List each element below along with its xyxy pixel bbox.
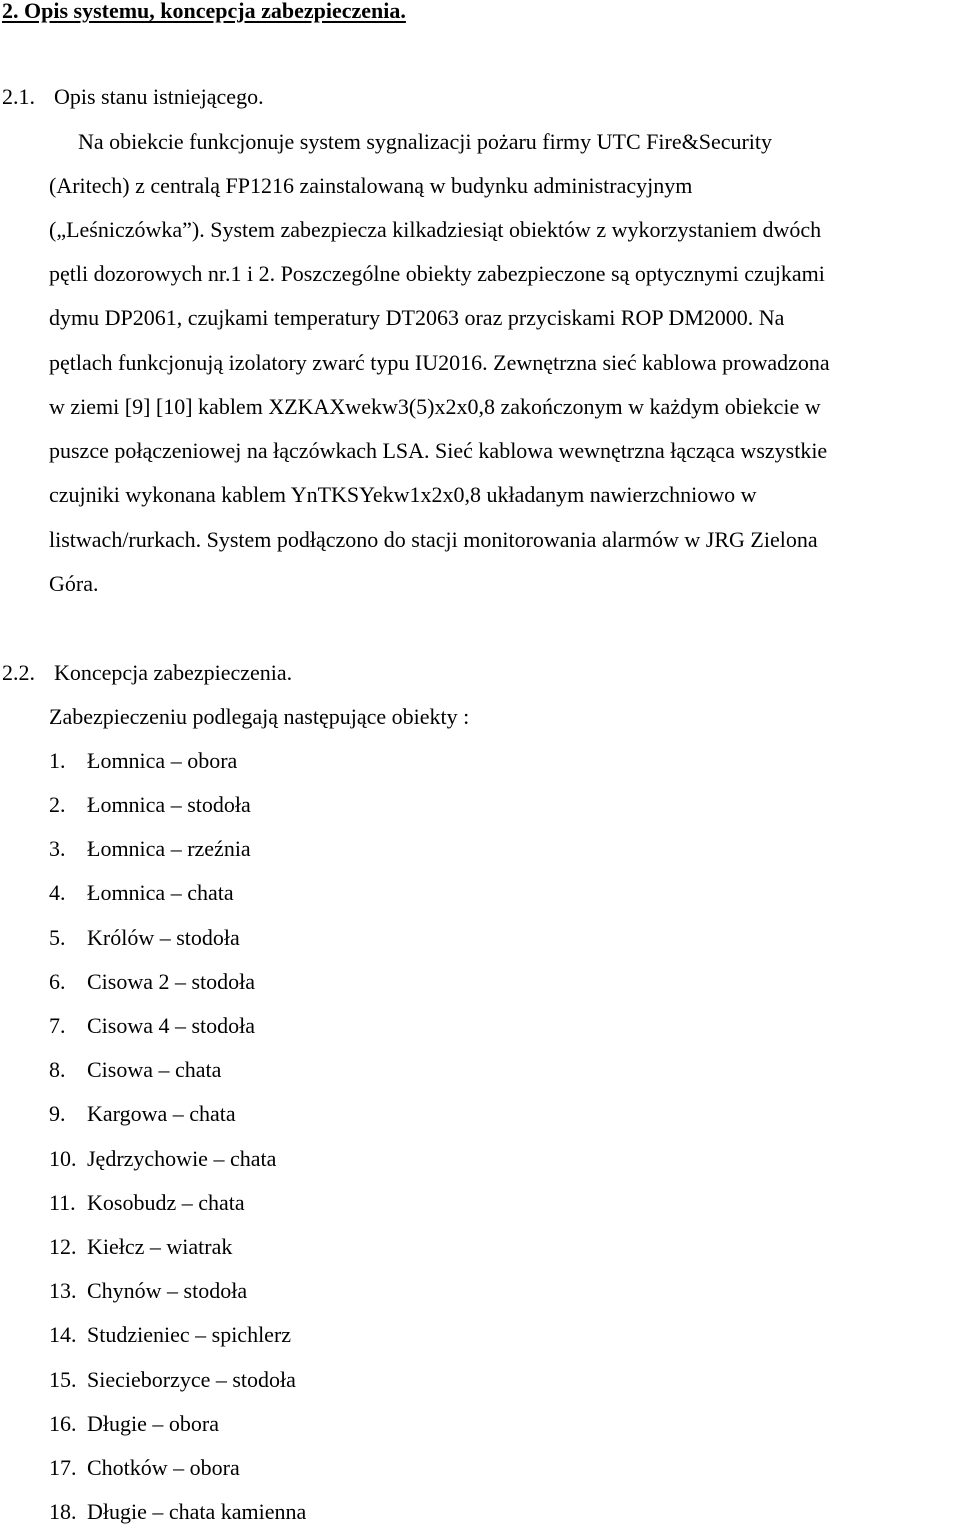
list-item-text: Łomnica – stodoła [87, 792, 251, 817]
list-item-text: Studzieniec – spichlerz [87, 1322, 292, 1347]
list-item-text: Długie – chata kamienna [87, 1499, 307, 1524]
section-number: 2.2. [2, 660, 35, 685]
list-item-number: 16. [49, 1411, 77, 1436]
list-item-number: 15. [49, 1367, 77, 1392]
section-title: Koncepcja zabezpieczenia. [54, 660, 293, 685]
list-item-text: Chynów – stodoła [87, 1278, 248, 1303]
list-item [49, 1055, 221, 1085]
list-item [49, 878, 234, 908]
main-heading: 2. Opis systemu, koncepcja zabezpieczenia. [2, 0, 406, 23]
paragraph-line: listwach/rurkach. System podłączono do stacji monitorowania alarmów w JRG Zielona [49, 527, 818, 552]
list-item [49, 1320, 291, 1350]
list-item-number: 1. [49, 748, 66, 773]
list-item-number: 4. [49, 880, 66, 905]
section-title: Opis stanu istniejącego. [54, 84, 264, 109]
list-item-text: Jędrzychowie – chata [87, 1146, 277, 1171]
list-item-text: Kiełcz – wiatrak [87, 1234, 233, 1259]
list-item [49, 1232, 232, 1262]
list-item-number: 11. [49, 1190, 76, 1215]
list-item-text: Łomnica – chata [87, 880, 234, 905]
list-intro: Zabezpieczeniu podlegają następujące obiekty : [49, 704, 470, 729]
list-item-number: 2. [49, 792, 66, 817]
list-item [49, 967, 255, 997]
list-item-number: 9. [49, 1101, 66, 1126]
list-item-number: 8. [49, 1057, 66, 1082]
paragraph-line: Na obiekcie funkcjonuje system sygnalizacji pożaru firmy UTC Fire&Security [78, 129, 773, 154]
list-item-text: Łomnica – rzeźnia [87, 836, 251, 861]
list-item [49, 790, 251, 820]
list-item-number: 18. [49, 1499, 77, 1524]
list-item [49, 1409, 219, 1439]
list-item-number: 14. [49, 1322, 77, 1347]
section-heading-2-2 [2, 658, 292, 688]
list-item [49, 1276, 247, 1306]
list-item-text: Długie – obora [87, 1411, 219, 1436]
paragraph-line: dymu DP2061, czujkami temperatury DT2063 oraz przyciskami ROP DM2000. Na [49, 305, 785, 330]
list-item [49, 1365, 296, 1395]
list-item-text: Cisowa – chata [87, 1057, 222, 1082]
list-item-text: Łomnica – obora [87, 748, 238, 773]
paragraph-line: („Leśniczówka”). System zabezpiecza kilkadziesiąt obiektów z wykorzystaniem dwóch [49, 217, 822, 242]
list-item-number: 10. [49, 1146, 77, 1171]
section-heading-2-1 [2, 82, 264, 112]
list-item-text: Siecieborzyce – stodoła [87, 1367, 296, 1392]
list-item-number: 12. [49, 1234, 77, 1259]
list-item-number: 7. [49, 1013, 66, 1038]
list-item-number: 6. [49, 969, 66, 994]
section-number: 2.1. [2, 84, 35, 109]
paragraph-line: puszce połączeniowej na łączówkach LSA. Sieć kablowa wewnętrzna łącząca wszystkie [49, 438, 828, 463]
list-item [49, 746, 237, 776]
list-item [49, 1011, 255, 1041]
list-item [49, 923, 240, 953]
list-item-number: 5. [49, 925, 66, 950]
paragraph-line: w ziemi [9] [10] kablem XZKAXwekw3(5)x2x0,8 zakończonym w każdym obiekcie w [49, 394, 821, 419]
list-item-text: Cisowa 2 – stodoła [87, 969, 256, 994]
list-item [49, 1188, 245, 1218]
list-item-text: Królów – stodoła [87, 925, 240, 950]
list-item-number: 3. [49, 836, 66, 861]
list-item [49, 1497, 306, 1527]
list-item-number: 13. [49, 1278, 77, 1303]
list-item-text: Kosobudz – chata [87, 1190, 245, 1215]
paragraph-line: pętli dozorowych nr.1 i 2. Poszczególne obiekty zabezpieczone są optycznymi czujkami [49, 261, 825, 286]
paragraph-line: Góra. [49, 571, 99, 596]
list-item-number: 17. [49, 1455, 77, 1480]
list-item [49, 1453, 240, 1483]
paragraph-line: pętlach funkcjonują izolatory zwarć typu IU2016. Zewnętrzna sieć kablowa prowadzona [49, 350, 830, 375]
list-item-text: Kargowa – chata [87, 1101, 236, 1126]
list-item [49, 834, 251, 864]
paragraph-line: czujniki wykonana kablem YnTKSYekw1x2x0,8 układanym nawierzchniowo w [49, 482, 757, 507]
list-item-text: Chotków – obora [87, 1455, 240, 1480]
list-item [49, 1099, 236, 1129]
list-item [49, 1144, 276, 1174]
list-item-text: Cisowa 4 – stodoła [87, 1013, 256, 1038]
paragraph-line: (Aritech) z centralą FP1216 zainstalowaną w budynku administracyjnym [49, 173, 693, 198]
